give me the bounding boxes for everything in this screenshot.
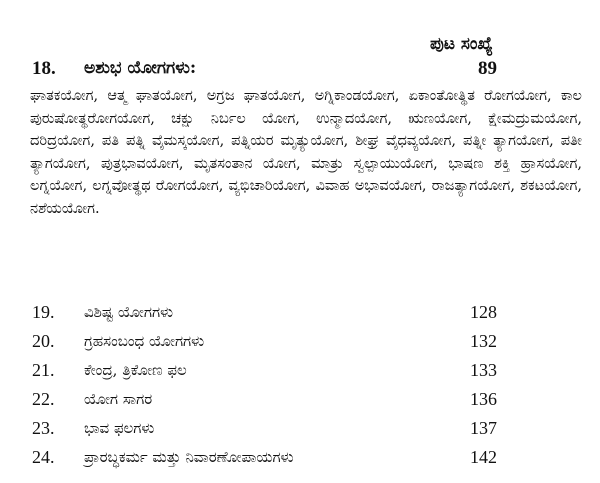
entry-page-number: 128: [470, 302, 497, 322]
page-number-column-heading: ಪುಟ ಸಂಖ್ಯೆ: [430, 34, 493, 54]
entry-number: 24.: [32, 447, 55, 467]
contents-entry: [32, 416, 572, 445]
entry-title: ಭಾವ ಫಲಗಳು: [84, 419, 155, 437]
section-heading-row: [32, 58, 572, 82]
entry-page-number: 132: [470, 331, 497, 351]
section-page-number: 89: [478, 58, 497, 79]
entry-page-number: 142: [470, 447, 497, 467]
entry-page-number: 136: [470, 389, 497, 409]
entry-number: 21.: [32, 360, 55, 380]
entry-title: ಕೇಂದ್ರ, ತ್ರಿಕೋಣ ಫಲ: [84, 361, 187, 379]
section-subtopics-paragraph: ಘಾತಕಯೋಗ, ಆತ್ಮ ಘಾತಯೋಗ, ಅಗ್ರಜ ಘಾತಯೋಗ, ಅಗ್ನಿಕಾಂಡಯೋಗ, ಏಕಾಂತೋತ್ಥಿತ ರೋಗಯೋಗ, ಕಾಲ ಪುರುಷೋತ್ಥರೋಗಯೋಗ, ಚಕ್ಷು ನಿರ್ಬಲ ಯೋಗ, ಉನ್ಮಾದಯೋಗ, ಋಣಯೋಗ, ಕ್ಷೇಮದ್ರುಮಯೋಗ, ದರಿದ್ರಯೋಗ, ಪತಿ ಪತ್ನಿ ವೈಮಸ್ಕಯೋಗ, ಪತ್ನಿಯರ ಮೃತ್ಯುಯೋಗ, ಶೀಘ್ರ ವೈಧವ್ಯಯೋಗ, ಪತ್ನೀ ತ್ಯಾಗಯೋಗ, ಪತೀ ತ್ಯಾಗಯೋಗ, ಪುತ್ರಭಾವಯೋಗ, ಮೃತಸಂತಾನ ಯೋಗ, ಮಾತ್ರು ಸ್ವಲ್ಪಾಯುಯೋಗ, ಭಾಷಣ ಶಕ್ತಿ ಹ್ರಾಸಯೋಗ, ಲಗ್ನಯೋಗ, ಲಗ್ನವೋತ್ಥಥ ರೋಗಯೋಗ, ವ್ಯಭಿಚಾರಿಯೋಗ, ವಿವಾಹ ಅಭಾವಯೋಗ, ರಾಜತ್ಯಾಗಯೋಗ, ಶಕಟಯೋಗ, ನಶೆಯಯೋಗ.: [30, 87, 582, 217]
entry-title: ಪ್ರಾರಬ್ಧಕರ್ಮ ಮತ್ತು ನಿವಾರಣೋಪಾಯಗಳು: [84, 448, 294, 466]
entry-title: ಯೋಗ ಸಾಗರ: [84, 390, 153, 408]
entry-number: 23.: [32, 418, 55, 438]
entry-title: ಗ್ರಹಸಂಬಂಧ ಯೋಗಗಳು: [84, 332, 205, 350]
entry-title: ವಿಶಿಷ್ಟ ಯೋಗಗಳು: [84, 303, 174, 321]
contents-entry: [32, 329, 572, 358]
section-title: ಅಶುಭ ಯೋಗಗಳು:: [84, 58, 197, 78]
contents-entry: [32, 387, 572, 416]
contents-entry: [32, 358, 572, 387]
entry-page-number: 137: [470, 418, 497, 438]
entry-number: 22.: [32, 389, 55, 409]
contents-entry: [32, 445, 572, 474]
section-number: 18.: [32, 58, 56, 79]
entry-number: 19.: [32, 302, 55, 322]
contents-entry: [32, 300, 572, 329]
entry-page-number: 133: [470, 360, 497, 380]
entry-number: 20.: [32, 331, 55, 351]
contents-list: [32, 300, 572, 474]
